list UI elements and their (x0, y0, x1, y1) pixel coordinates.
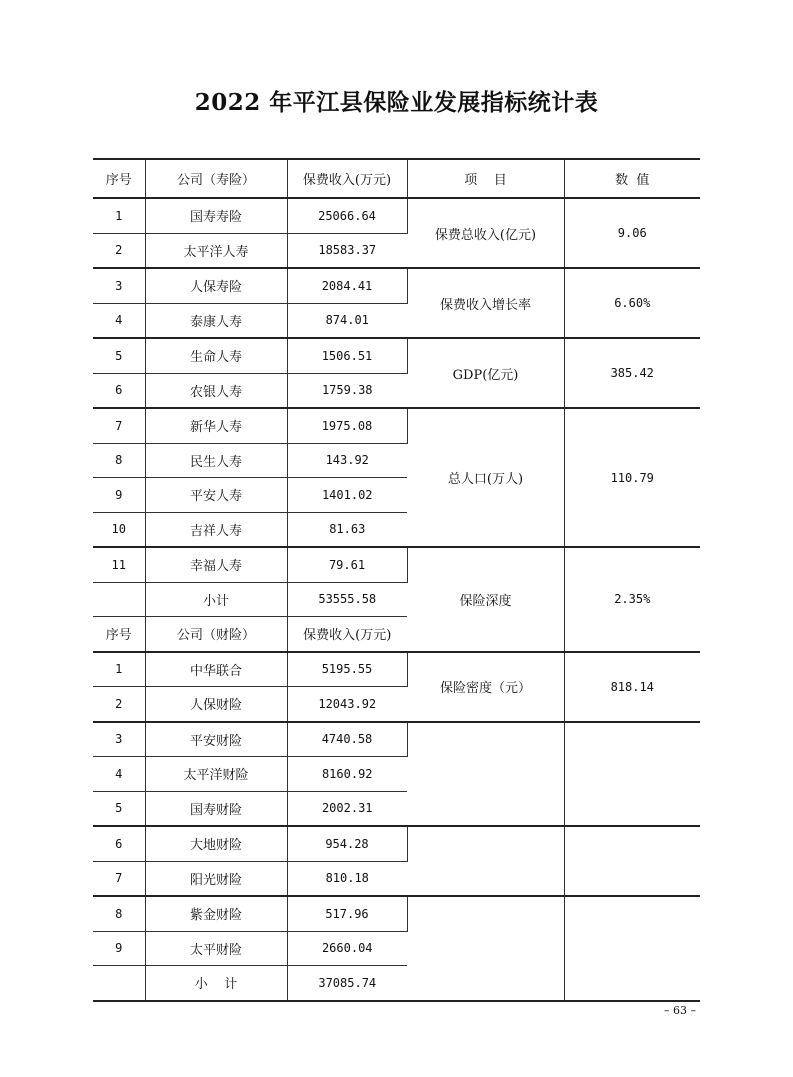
indicator-value: 9.06 (564, 198, 700, 268)
seq-cell: 5 (93, 791, 145, 826)
seq-cell: 1 (93, 652, 145, 687)
header-item: 项 目 (407, 160, 564, 198)
seq-cell (93, 966, 145, 1001)
premium-cell: 81.63 (287, 512, 407, 547)
subtotal-premium: 37085.74 (287, 966, 407, 1001)
seq-cell: 10 (93, 512, 145, 547)
premium-cell: 1506.51 (287, 338, 407, 373)
company-cell: 紫金财险 (145, 896, 287, 931)
seq-cell: 3 (93, 268, 145, 303)
seq-cell: 2 (93, 687, 145, 722)
header-company-life: 公司（寿险） (145, 160, 287, 198)
premium-cell: 1759.38 (287, 373, 407, 408)
seq-cell (93, 582, 145, 617)
table-row (93, 338, 700, 373)
page-number: – 63 – (664, 1004, 696, 1017)
premium-cell: 954.28 (287, 826, 407, 861)
empty-cell (407, 896, 564, 1001)
header-seq: 序号 (93, 617, 145, 652)
table-row (93, 896, 700, 931)
seq-cell: 4 (93, 757, 145, 792)
premium-cell: 517.96 (287, 896, 407, 931)
seq-cell: 8 (93, 896, 145, 931)
indicator-value: 385.42 (564, 338, 700, 408)
seq-cell: 3 (93, 722, 145, 757)
seq-cell: 9 (93, 931, 145, 966)
seq-cell: 7 (93, 861, 145, 896)
premium-cell: 1401.02 (287, 478, 407, 513)
seq-cell: 8 (93, 443, 145, 478)
premium-cell: 12043.92 (287, 687, 407, 722)
indicator-item: 保费总收入(亿元) (407, 198, 564, 268)
empty-cell (407, 722, 564, 827)
company-cell: 生命人寿 (145, 338, 287, 373)
indicator-item: GDP(亿元) (407, 338, 564, 408)
header-value: 数 值 (564, 160, 700, 198)
table-row (93, 408, 700, 443)
seq-cell: 5 (93, 338, 145, 373)
premium-cell: 5195.55 (287, 652, 407, 687)
table-header-row (93, 160, 700, 198)
subtotal-premium: 53555.58 (287, 582, 407, 617)
empty-cell (564, 896, 700, 1001)
header-seq: 序号 (93, 160, 145, 198)
subtotal-label: 小计 (145, 582, 287, 617)
table-row (93, 268, 700, 303)
company-cell: 新华人寿 (145, 408, 287, 443)
seq-cell: 2 (93, 233, 145, 268)
table-row (93, 652, 700, 687)
company-cell: 太平洋人寿 (145, 233, 287, 268)
header-company-property: 公司（财险） (145, 617, 287, 652)
table-row (93, 826, 700, 861)
seq-cell: 6 (93, 826, 145, 861)
indicator-value: 818.14 (564, 652, 700, 722)
premium-cell: 1975.08 (287, 408, 407, 443)
premium-cell: 143.92 (287, 443, 407, 478)
premium-cell: 79.61 (287, 547, 407, 582)
premium-cell: 25066.64 (287, 198, 407, 233)
indicator-value: 110.79 (564, 408, 700, 547)
premium-cell: 810.18 (287, 861, 407, 896)
seq-cell: 6 (93, 373, 145, 408)
premium-cell: 2660.04 (287, 931, 407, 966)
company-cell: 中华联合 (145, 652, 287, 687)
premium-cell: 8160.92 (287, 757, 407, 792)
company-cell: 国寿财险 (145, 791, 287, 826)
empty-cell (564, 722, 700, 827)
seq-cell: 1 (93, 198, 145, 233)
seq-cell: 4 (93, 303, 145, 338)
seq-cell: 7 (93, 408, 145, 443)
indicator-value: 6.60% (564, 268, 700, 338)
company-cell: 太平财险 (145, 931, 287, 966)
company-cell: 人保财险 (145, 687, 287, 722)
premium-cell: 2084.41 (287, 268, 407, 303)
empty-cell (407, 826, 564, 896)
seq-cell: 9 (93, 478, 145, 513)
company-cell: 太平洋财险 (145, 757, 287, 792)
indicator-item: 保费收入增长率 (407, 268, 564, 338)
premium-cell: 874.01 (287, 303, 407, 338)
header-premium: 保费收入(万元) (287, 617, 407, 652)
company-cell: 农银人寿 (145, 373, 287, 408)
header-premium: 保费收入(万元) (287, 160, 407, 198)
table-row (93, 722, 700, 757)
indicator-item: 保险深度 (407, 547, 564, 652)
indicator-value: 2.35% (564, 547, 700, 652)
company-cell: 国寿寿险 (145, 198, 287, 233)
company-cell: 阳光财险 (145, 861, 287, 896)
indicator-item: 总人口(万人) (407, 408, 564, 547)
company-cell: 幸福人寿 (145, 547, 287, 582)
indicator-item: 保险密度（元） (407, 652, 564, 722)
page-title: 2022 年平江县保险业发展指标统计表 (194, 89, 599, 116)
premium-cell: 4740.58 (287, 722, 407, 757)
table-row (93, 547, 700, 582)
insurance-statistics-table (93, 160, 700, 1002)
company-cell: 平安财险 (145, 722, 287, 757)
table-row (93, 198, 700, 233)
company-cell: 平安人寿 (145, 478, 287, 513)
company-cell: 民生人寿 (145, 443, 287, 478)
company-cell: 泰康人寿 (145, 303, 287, 338)
seq-cell: 11 (93, 547, 145, 582)
empty-cell (564, 826, 700, 896)
company-cell: 吉祥人寿 (145, 512, 287, 547)
premium-cell: 18583.37 (287, 233, 407, 268)
company-cell: 大地财险 (145, 826, 287, 861)
subtotal-label: 小 计 (145, 966, 287, 1001)
company-cell: 人保寿险 (145, 268, 287, 303)
premium-cell: 2002.31 (287, 791, 407, 826)
